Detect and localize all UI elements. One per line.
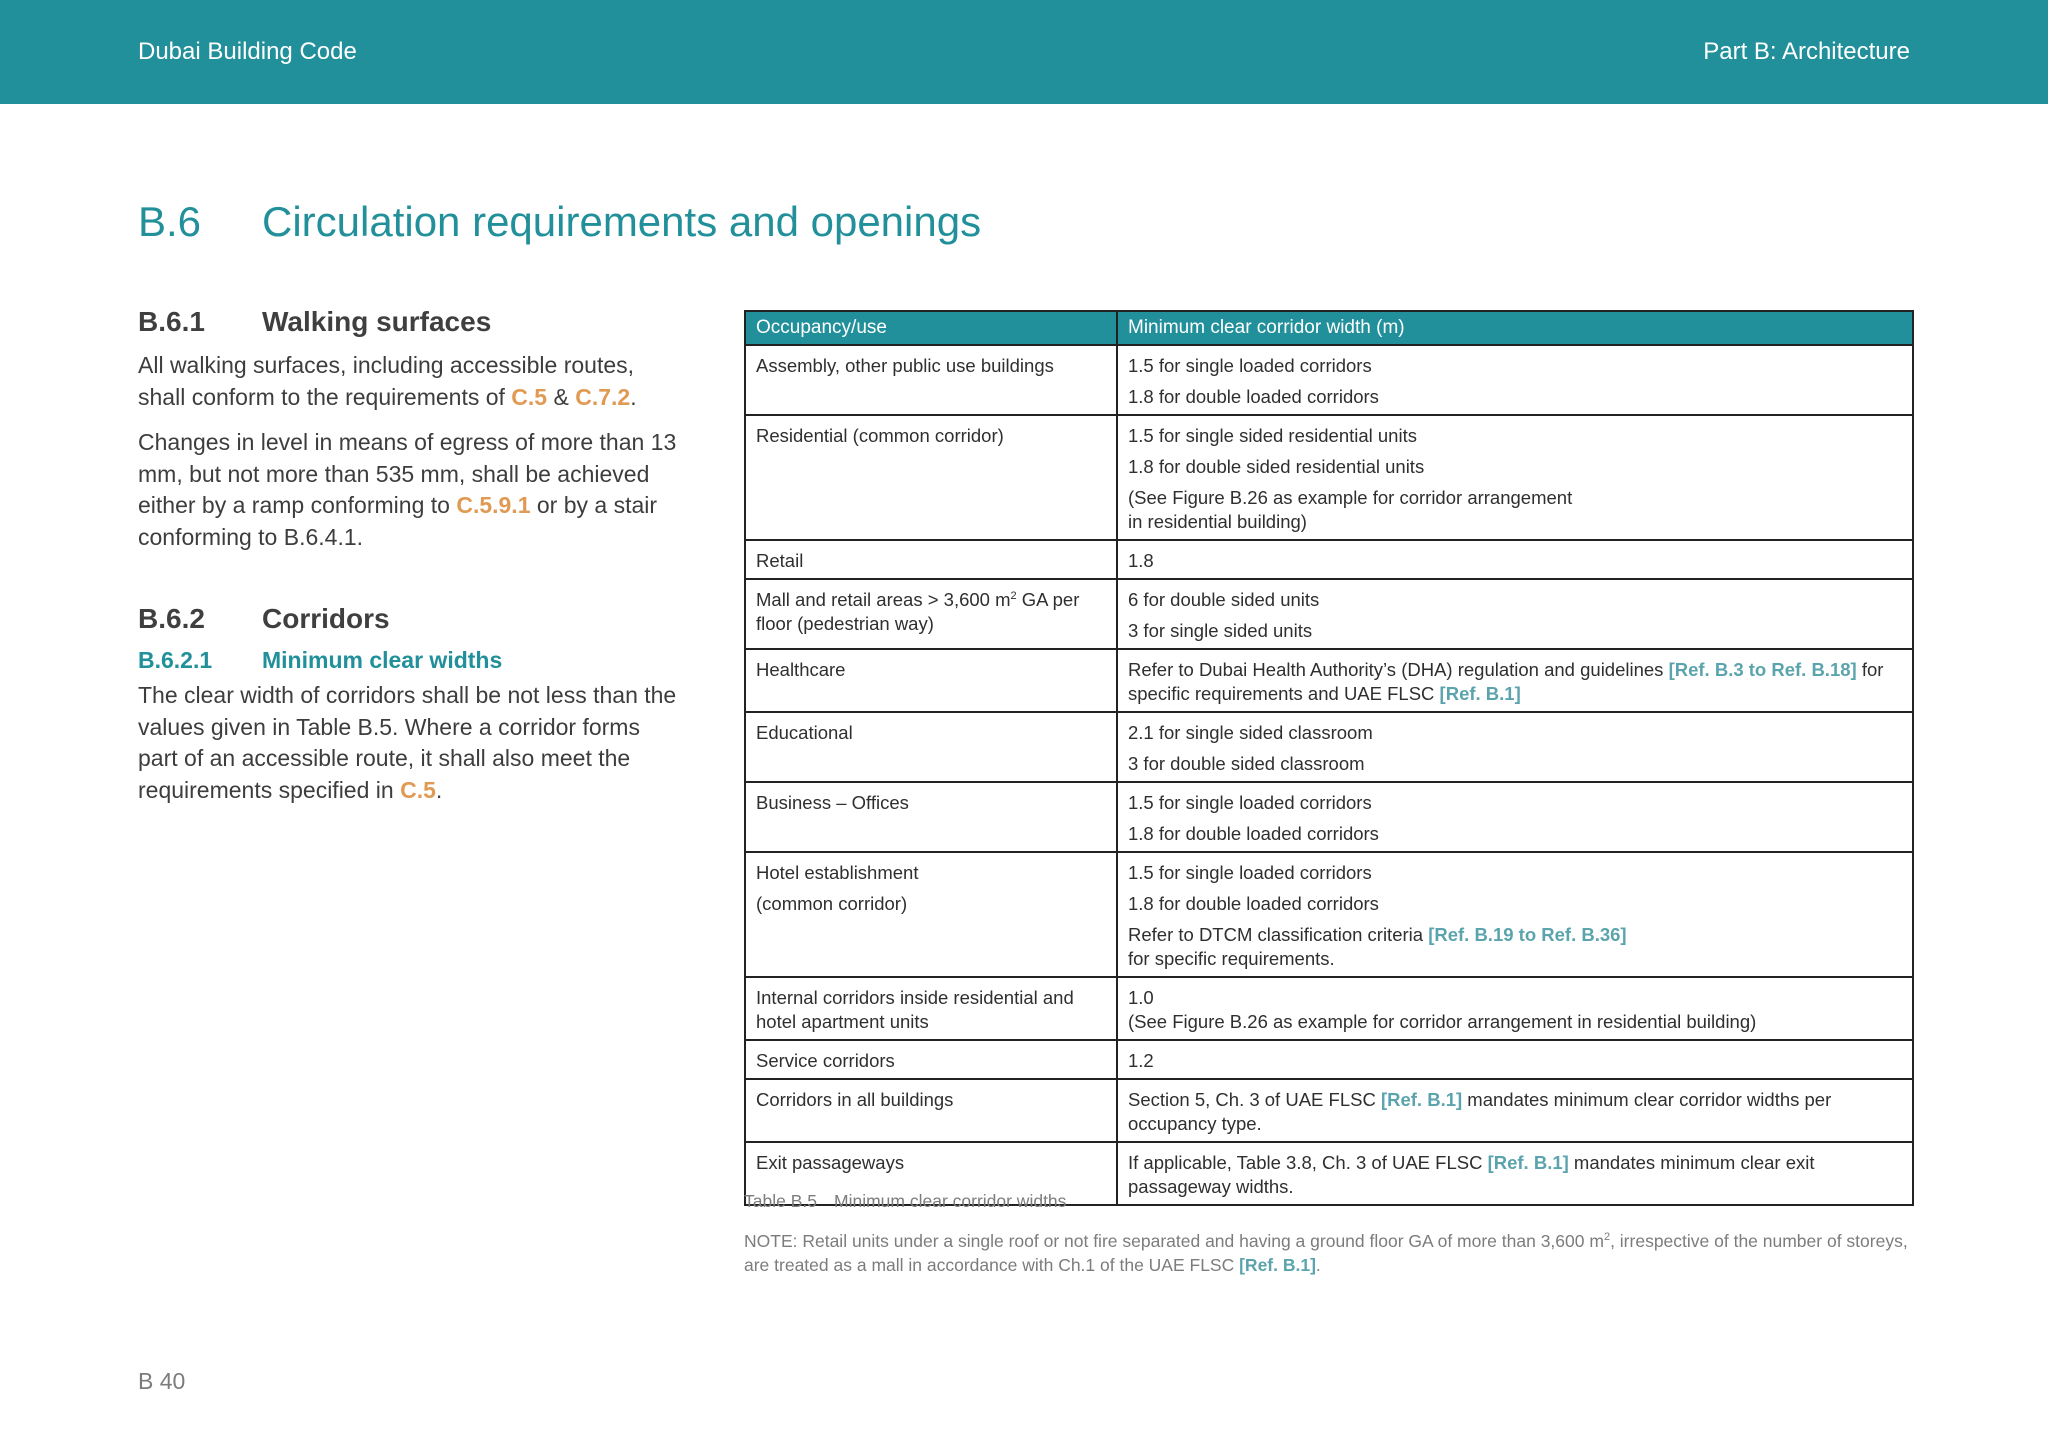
table-number: Table B.5 [744,1191,817,1211]
width-line: 1.5 for single loaded corridors [1128,862,1372,883]
width-cell [1117,782,1913,852]
corridor-width-table [744,310,1914,1206]
table-row [745,345,1913,415]
text: (See Figure B.26 as example for corridor arrangement in residential building) [1128,1011,1757,1032]
width-line: 1.5 for single loaded corridors [1128,792,1372,813]
cross-reference-link[interactable]: C.5 [511,383,548,410]
section-title: Circulation requirements and openings [262,198,982,245]
section-number: B.6 [138,198,202,245]
table-row [745,540,1913,579]
reference-link[interactable]: [Ref. B.1] [1439,683,1521,704]
cross-reference-link[interactable]: C.5 [400,776,436,803]
occupancy-cell: Internal corridors inside residential and hotel apartment units [745,977,1117,1040]
text: Changes in level in means of egress of more than 13 mm, but not more than 535 mm, shall be achieved either by a ramp conforming to [138,429,677,518]
width-line: 1.5 for single sided residential units [1128,425,1417,446]
width-line: 6 for double sided units [1128,589,1320,610]
table-header-row [745,311,1913,345]
text: (See Figure B.26 as example for corridor arrangement [1128,487,1573,508]
table-row [745,782,1913,852]
subsection-number: B.6.2 [138,603,205,634]
table-row [745,649,1913,712]
table-note [744,1229,1914,1277]
reference-link[interactable]: [Ref. B.1] [1239,1255,1316,1275]
document-title: Dubai Building Code [138,38,357,65]
width-line: 1.8 for double loaded corridors [1128,893,1379,914]
width-cell [1117,1142,1913,1205]
occupancy-cell: Assembly, other public use buildings [745,345,1117,415]
width-line: 3 for single sided units [1128,620,1313,641]
occupancy-cell: Educational [745,712,1117,782]
text: GA per floor (pedestrian way) [756,589,1080,634]
clause-title: Minimum clear widths [262,647,503,673]
width-cell [1117,852,1913,977]
column-header: Occupancy/use [745,311,1117,345]
width-line: 1.8 for double loaded corridors [1128,823,1379,844]
cross-reference-link[interactable]: C.7.2 [575,383,631,410]
page-header [0,0,2048,104]
text: in residential building) [1128,511,1307,532]
subsection-title: Walking surfaces [262,306,492,337]
occupancy-cell: Corridors in all buildings [745,1079,1117,1142]
reference-link[interactable]: [Ref. B.19 to Ref. B.36] [1428,924,1627,945]
width-line [1128,923,1902,971]
subsection-number: B.6.1 [138,306,205,337]
text: . [435,776,443,803]
subsection-title: Corridors [262,603,390,634]
width-cell [1117,579,1913,649]
section-heading [138,198,981,246]
text: for specific requirements. [1128,948,1335,969]
width-cell: 1.2 [1117,1040,1913,1079]
text: or by a stair conforming to B.6.4.1. [138,492,658,550]
text: Refer to DTCM classification criteria [1128,924,1429,945]
paragraph-walking-1 [138,350,678,413]
text: Hotel establishment [756,862,919,883]
text: , irrespective of the number of storeys, are treated as a mall in accordance with Ch.1 of the UAE FLSC [744,1231,1908,1275]
width-line: 1.5 for single loaded corridors [1128,355,1372,376]
text: Mall and retail areas > 3,600 m [756,589,1011,610]
cross-reference-link[interactable]: C.5.9.1 [456,492,531,518]
width-cell [1117,977,1913,1040]
table-row [745,712,1913,782]
width-cell [1117,1079,1913,1142]
clause-heading-min-widths [138,647,678,674]
text: If applicable, Table 3.8, Ch. 3 of UAE FLSC [1128,1152,1488,1173]
table-row [745,1040,1913,1079]
width-line [1128,486,1902,534]
width-line: 3 for double sided classroom [1128,753,1365,774]
width-cell [1117,345,1913,415]
superscript: 2 [1010,590,1017,602]
text: NOTE: Retail units under a single roof or not fire separated and having a ground floor GA of more than 3,600 m [744,1231,1604,1251]
table-row [745,415,1913,540]
clause-number: B.6.2.1 [138,647,213,673]
text: . [1315,1255,1321,1275]
table-row [745,852,1913,977]
table-row [745,977,1913,1040]
text: Section 5, Ch. 3 of UAE FLSC [1128,1089,1381,1110]
text: Refer to Dubai Health Authority’s (DHA) regulation and guidelines [1128,659,1669,680]
reference-link[interactable]: [Ref. B.3 to Ref. B.18] [1668,659,1857,680]
text: 1.0 [1128,987,1154,1008]
width-cell [1117,649,1913,712]
superscript: 2 [1603,1231,1611,1243]
column-header: Minimum clear corridor width (m) [1117,311,1913,345]
subsection-heading-walking [138,306,678,338]
text: . [630,383,637,410]
subsection-heading-corridors [138,603,678,635]
occupancy-cell: Business – Offices [745,782,1117,852]
paragraph-walking-2 [138,427,678,553]
paragraph-corridors [138,680,678,806]
width-line: 1.8 for double loaded corridors [1128,386,1379,407]
corridor-width-table-wrapper [744,310,1912,1206]
occupancy-cell: Residential (common corridor) [745,415,1117,540]
occupancy-cell: Retail [745,540,1117,579]
table-caption-text: Minimum clear corridor widths [834,1191,1067,1211]
occupancy-cell: Exit passageways [745,1142,1117,1205]
text: (common corridor) [756,893,908,914]
text: for specific requirements and UAE FLSC [1128,659,1884,704]
reference-link[interactable]: [Ref. B.1] [1487,1152,1569,1173]
width-line: 2.1 for single sided classroom [1128,722,1373,743]
width-cell: 1.8 [1117,540,1913,579]
width-cell [1117,712,1913,782]
page-number: B 40 [138,1368,186,1394]
left-column [138,306,678,820]
text: The clear width of corridors shall be not less than the values given in Table B.5. Where a corridor forms part of an accessible route, it shall also meet the requirements specified in [138,682,677,803]
text: All walking surfaces, including accessible routes, shall conform to the requirements of [138,352,635,410]
text: mandates minimum clear exit passageway widths. [1128,1152,1815,1197]
occupancy-cell: Healthcare [745,649,1117,712]
table-caption [744,1191,1066,1212]
width-line: 1.8 for double sided residential units [1128,456,1425,477]
reference-link[interactable]: [Ref. B.1] [1380,1089,1463,1110]
text: mandates minimum clear corridor widths per occupancy type. [1128,1089,1832,1134]
text: & [547,383,576,410]
table-row [745,579,1913,649]
occupancy-cell [745,852,1117,977]
table-row [745,1079,1913,1142]
occupancy-cell [745,579,1117,649]
width-cell [1117,415,1913,540]
part-title: Part B: Architecture [1703,38,1910,65]
occupancy-cell: Service corridors [745,1040,1117,1079]
